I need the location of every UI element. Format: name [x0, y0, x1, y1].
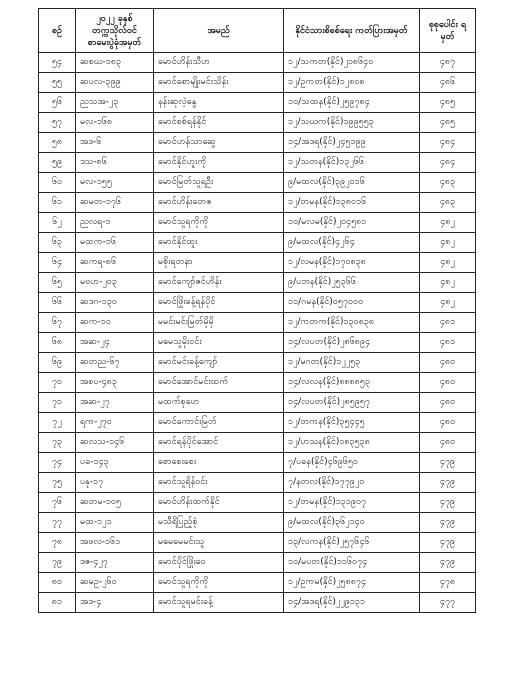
student-name: မောင်သူရကိုကို [154, 573, 284, 593]
table-row [39, 573, 476, 593]
roll-number: ဆတည-၆၇ [76, 353, 154, 373]
table-row [39, 213, 476, 233]
table-row [39, 333, 476, 353]
nrc-number: ၁၂/ဥကမ(နိုင်)၂၅၈၈၇၄ [284, 573, 420, 593]
student-name: မောင်မင်းခန့်ကျော် [154, 353, 284, 373]
roll-number: ဆဒဂ-၁၃၀ [76, 293, 154, 313]
total-score: ၄၈၁ [420, 333, 476, 353]
student-name: မောင်ဖြိုးခန့်ရန်ပိုင် [154, 293, 284, 313]
nrc-number: ၁၂/တမန(နိုင်)၁၃၈၀၁၆ [284, 193, 420, 213]
nrc-number: ၉/ပဘန(နိုင်)၂၅၃၆၆ [284, 273, 420, 293]
nrc-number: ၁၀/မပတ(နိုင်)၁၁၆၀၇၄ [284, 553, 420, 573]
roll-number: မထ-၁၂၁ [76, 513, 154, 533]
row-number: ၆၈ [39, 333, 76, 353]
nrc-number: ၁၄/လပတ(နိုင်)၂၈၆၈၉၄ [284, 333, 420, 353]
table-row [39, 113, 476, 133]
roll-number: အဒ-၄ [76, 593, 154, 613]
total-score: ၄၈၃ [420, 193, 476, 213]
total-score: ၄၇၉ [420, 513, 476, 533]
nrc-number: ၁၂/လမန(နိုင်)၁၇၀၈၃၈ [284, 253, 420, 273]
table-row [39, 473, 476, 493]
nrc-number: ၇/နတလ(နိုင်)၁၇၇၉၂၀ [284, 473, 420, 493]
row-number: ၅၉ [39, 153, 76, 173]
row-number: ၇၅ [39, 473, 76, 493]
nrc-number: ၁၄/လလန(နိုင်)၈၈၈၈၅၃ [284, 373, 420, 393]
total-score: ၄၈၃ [420, 173, 476, 193]
table-row [39, 373, 476, 393]
nrc-number: ၁၄/လပတ(နိုင်)၂၈၅၉၅၇ [284, 393, 420, 413]
row-number: ၇၁ [39, 393, 76, 413]
row-number: ၇၆ [39, 493, 76, 513]
row-number: ၇၈ [39, 533, 76, 553]
table-row [39, 93, 476, 113]
row-number: ၅၆ [39, 93, 76, 113]
total-score: ၄၈၂ [420, 233, 476, 253]
total-score: ၄၇၈ [420, 573, 476, 593]
roll-number: ဆမဥ-၂၆၀ [76, 573, 154, 593]
student-name: မောင်ကောင်းမြတ် [154, 413, 284, 433]
student-name: မောင်သူရိန်ဝင်း [154, 473, 284, 493]
roll-number: မထက-၁၆ [76, 233, 154, 253]
nrc-number: ၁၃/လကန(နိုင်)၂၅၇၆၄၆ [284, 533, 420, 553]
student-name: မောင်ဟန်သာဆွေ [154, 133, 284, 153]
table-row [39, 233, 476, 253]
row-number: ၅၇ [39, 113, 76, 133]
student-name: မောင်စစ်ရန်နိုင် [154, 113, 284, 133]
student-name: မောင်ဟိန်းတေဇ [154, 193, 284, 213]
total-score: ၄၇၉ [420, 473, 476, 493]
roll-number: အဆ-၂၄ [76, 333, 154, 353]
total-score: ၄၈၀ [420, 373, 476, 393]
table-row [39, 253, 476, 273]
table-row [39, 193, 476, 213]
nrc-number: ၁၁/ဂမန(နိုင်)၀၅၇၀၀၀ [284, 293, 420, 313]
student-name: မောင်သူရမင်းခန့် [154, 593, 284, 613]
roll-number: ဆစဃ-၁၈၃ [76, 53, 154, 73]
total-score: ၄၈၄ [420, 133, 476, 153]
total-score: ၄၈၀ [420, 413, 476, 433]
table-row [39, 173, 476, 193]
nrc-number: ၁၂/သတန(နိုင်)၁၃၂၆၆ [284, 153, 420, 173]
nrc-number: ၁၂/တမန(နိုင်)၁၃၁၉၀၇ [284, 493, 420, 513]
row-number: ၆၄ [39, 253, 76, 273]
student-name: စောစေးစေး [154, 453, 284, 473]
student-name: မောင်မြတ်သူရဦး [154, 173, 284, 193]
total-score: ၄၈၇ [420, 53, 476, 73]
student-name: မမေသူမိုးဝင်း [154, 333, 284, 353]
roll-number: မလ-၁၅၅ [76, 173, 154, 193]
roll-number: ဆပလ-၃၉၉ [76, 73, 154, 93]
roll-number: ဒဇ-၄၂၇ [76, 553, 154, 573]
total-score: ၄၈၅ [420, 113, 476, 133]
header-roll-number: ၂၀၂၂ ခုနှစ် တက္ကသိုလ်ဝင် စာမေးပွဲခုံအမှတ် [76, 9, 154, 53]
table-row [39, 293, 476, 313]
table-row [39, 153, 476, 173]
nrc-number: ၇/ပခန(နိုင်)၄၆၉၆၅၀ [284, 453, 420, 473]
roll-number: ပခ-၁၄၃ [76, 453, 154, 473]
student-name: မမေမေမင်းသူ [154, 533, 284, 553]
nrc-number: ၁၂/သကတ(နိုင်)၂၁၈၆၄၀ [284, 53, 420, 73]
roll-number: အဖလ-၁၆၁ [76, 533, 154, 553]
header-total-score: စုစုပေါင်း ရမှတ် [420, 9, 476, 53]
roll-number: ရက-၂၇၀ [76, 413, 154, 433]
total-score: ၄၇၉ [420, 553, 476, 573]
student-name: မောင်စောမျိုးမင်းသိန်း [154, 73, 284, 93]
results-table [38, 8, 476, 613]
header-nrc: နိုင်ငံသားစိစစ်ရေး ကတ်ပြားအမှတ် [284, 9, 420, 53]
row-number: ၇၉ [39, 553, 76, 573]
table-row [39, 593, 476, 613]
total-score: ၄၈၂ [420, 293, 476, 313]
nrc-number: ၉/မထလ(နိုင်)၃၆၂၁၄၀ [284, 513, 420, 533]
nrc-number: ၉/မထလ(နိုင်)၃၉၂၀၁၆ [284, 173, 420, 193]
nrc-number: ၁၂/ဥကတ(နိုင်)၁၂၈၀၈ [284, 73, 420, 93]
roll-number: အဒ-၆ [76, 133, 154, 153]
nrc-number: ၁၄/အဒရ(နိုင်)၂၂၉၁၃၁ [284, 593, 420, 613]
student-name: မောင်ဟိန်းထက်နိုင် [154, 493, 284, 513]
table-row [39, 393, 476, 413]
row-number: ၆၆ [39, 293, 76, 313]
row-number: ၇၃ [39, 433, 76, 453]
table-row [39, 453, 476, 473]
roll-number: မဗဟ-၂၀၃ [76, 273, 154, 293]
total-score: ၄၈၂ [420, 253, 476, 273]
student-name: မောင်နိုင်ဟူးကို [154, 153, 284, 173]
student-name: မသီရိပြည့်စုံ [154, 513, 284, 533]
roll-number: ဆလသ-၁၄၆ [76, 433, 154, 453]
row-number: ၇၂ [39, 413, 76, 433]
total-score: ၄၇၇ [420, 593, 476, 613]
nrc-number: ၁၂/သဃက(နိုင်)၁၉၉၅၅၃ [284, 113, 420, 133]
roll-number: ဒသ-၈၆ [76, 153, 154, 173]
student-name: မထက်စုဟေ [154, 393, 284, 413]
row-number: ၇၇ [39, 513, 76, 533]
total-score: ၄၈၀ [420, 353, 476, 373]
nrc-number: ၁၂/ဟသန(နိုင်)၁၈၃၅၃၈ [284, 433, 420, 453]
table-row [39, 553, 476, 573]
student-name: မောင်ပိုင်ဖြိုးဝေ [154, 553, 284, 573]
total-score: ၄၈၆ [420, 73, 476, 93]
roll-number: ဆမတ-၁၇၆ [76, 193, 154, 213]
nrc-number: ၁၂/မဂတ(နိုင်)၁၂၂၅၃ [284, 353, 420, 373]
table-row [39, 73, 476, 93]
roll-number: ညလရ-၁ [76, 213, 154, 233]
total-score: ၄၈၀ [420, 433, 476, 453]
total-score: ၄၈၅ [420, 93, 476, 113]
total-score: ၄၈၁ [420, 313, 476, 333]
roll-number: မလ-၁၆၈ [76, 113, 154, 133]
nrc-number: ၁၄/အဒရ(နိုင်)၂၄၅၁၉၉ [284, 133, 420, 153]
header-no: စဉ် [39, 9, 76, 53]
total-score: ၄၇၉ [420, 493, 476, 513]
student-name: မောင်အောင်မင်းထက် [154, 373, 284, 393]
row-number: ၅၅ [39, 73, 76, 93]
total-score: ၄၈၀ [420, 393, 476, 413]
total-score: ၄၇၉ [420, 533, 476, 553]
roll-number: ဆက-၁၀ [76, 313, 154, 333]
total-score: ၄၇၉ [420, 453, 476, 473]
student-name: နန်းဆုလဲ့နွေ [154, 93, 284, 113]
row-number: ၇၀ [39, 373, 76, 393]
roll-number: ဆတမ-၁၀၅ [76, 493, 154, 513]
table-row [39, 353, 476, 373]
row-number: ၆၂ [39, 213, 76, 233]
row-number: ၇၄ [39, 453, 76, 473]
table-row [39, 493, 476, 513]
student-name: မောင်ကျော်ဇင်ဟိန်း [154, 273, 284, 293]
table-row [39, 53, 476, 73]
table-row [39, 413, 476, 433]
roll-number: ညသအ-၂၃ [76, 93, 154, 113]
table-row [39, 313, 476, 333]
student-name: မစိုးရတနာ [154, 253, 284, 273]
roll-number: အစပ-၄၈၃ [76, 373, 154, 393]
student-name: မောင်ရန်ပိုင်အောင် [154, 433, 284, 453]
nrc-number: ၁၀/မလမ(နိုင်)၂၀၄၅၈၁ [284, 213, 420, 233]
nrc-number: ၁၂/ကတက(နိုင်)၁၃၀၈၃၈ [284, 313, 420, 333]
row-number: ၆၅ [39, 273, 76, 293]
row-number: ၈၀ [39, 573, 76, 593]
row-number: ၅၈ [39, 133, 76, 153]
roll-number: အဆ-၂၇ [76, 393, 154, 413]
header-name: အမည် [154, 9, 284, 53]
total-score: ၄၈၂ [420, 213, 476, 233]
table-row [39, 533, 476, 553]
table-row [39, 513, 476, 533]
row-number: ၆၉ [39, 353, 76, 373]
row-number: ၅၄ [39, 53, 76, 73]
nrc-number: ၁၀/သထန(နိုင်)၂၅၉၇၈၄ [284, 93, 420, 113]
student-name: မောင်ဟိန်းသီဟ [154, 53, 284, 73]
student-name: မောင်သူရကိုကို [154, 213, 284, 233]
row-number: ၆၀ [39, 173, 76, 193]
student-name: မမင်းမင်းမြတ်မိုမို [154, 313, 284, 333]
header-row [39, 9, 476, 53]
student-name: မောင်နိုင်ထူး [154, 233, 284, 253]
table-row [39, 433, 476, 453]
roll-number: ပနု-၁၇ [76, 473, 154, 493]
table-row [39, 273, 476, 293]
total-score: ၄၈၂ [420, 273, 476, 293]
row-number: ၆၃ [39, 233, 76, 253]
row-number: ၆၁ [39, 193, 76, 213]
nrc-number: ၁၂/တကန(နိုင်)၃၅၄၄၅ [284, 413, 420, 433]
row-number: ၈၁ [39, 593, 76, 613]
table-row [39, 133, 476, 153]
roll-number: ဆကရ-၈၆ [76, 253, 154, 273]
row-number: ၆၇ [39, 313, 76, 333]
nrc-number: ၉/မထလ(နိုင်)၄၂၆၄ [284, 233, 420, 253]
total-score: ၄၈၄ [420, 153, 476, 173]
